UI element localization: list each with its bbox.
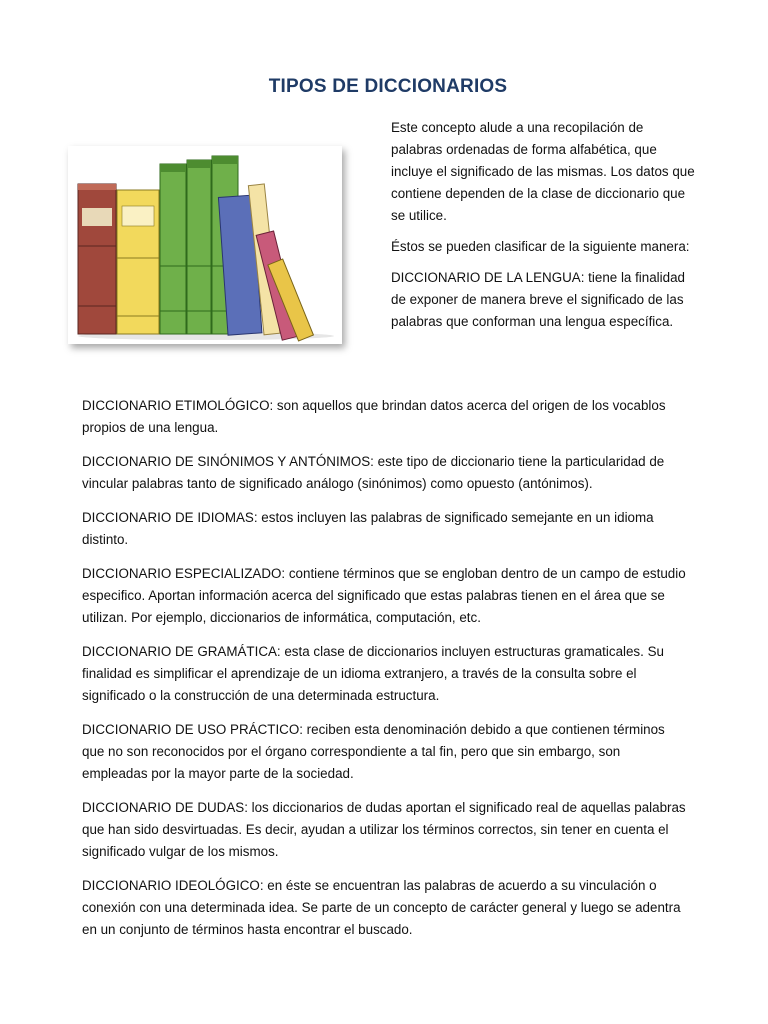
paragraph-dudas: DICCIONARIO DE DUDAS: los diccionarios de dudas aportan el significado real de aquellas palabras que han sido desvirtuadas. Es decir, ayudan a utilizar los términos correctos, sin tener en cuenta el significado vulgar de los mismos. [82, 800, 686, 859]
books-illustration [68, 146, 342, 344]
body-text [82, 395, 687, 953]
intro-paragraph: Éstos se pueden clasificar de la siguiente manera: [391, 239, 690, 254]
paragraph-sinonimos: DICCIONARIO DE SINÓNIMOS Y ANTÓNIMOS: este tipo de diccionario tiene la particularidad de vincular palabras tanto de significado análogo (sinónimos) como opuesto (antónimos). [82, 454, 665, 491]
intro-paragraph: DICCIONARIO DE LA LENGUA: tiene la finalidad de exponer de manera breve el significado de las palabras que conforman una lengua específica. [391, 270, 685, 329]
paragraph-gramatica: DICCIONARIO DE GRAMÁTICA: esta clase de diccionarios incluyen estructuras gramaticales. Su finalidad es simplificar el aprendizaje de un idioma extranjero, a través de la consulta sobre el significado o la construcción de una determinada estructura. [82, 644, 664, 703]
intro-column [391, 117, 697, 342]
paragraph-especializado: DICCIONARIO ESPECIALIZADO: contiene términos que se engloban dentro de un campo de estudio especifico. Aportan información acerca del significado que estas palabras tienen en el área que se utilizan. Por ejemplo, diccionarios de informática, computación, etc. [82, 566, 686, 625]
paragraph-etimologico: DICCIONARIO ETIMOLÓGICO: son aquellos que brindan datos acerca del origen de los vocablos propios de una lengua. [82, 398, 666, 435]
paragraph-ideologico: DICCIONARIO IDEOLÓGICO: en éste se encuentran las palabras de acuerdo a su vinculación o conexión con una determinada idea. Se parte de un concepto de carácter general y luego se adentra en un conjunto de términos hasta encontrar el buscado. [82, 878, 681, 937]
intro-paragraph: Este concepto alude a una recopilación de palabras ordenadas de forma alfabética, que incluye el significado de las mismas. Los datos que contiene dependen de la clase de diccionario que se utilice. [391, 120, 695, 223]
page-title: TIPOS DE DICCIONARIOS [268, 76, 508, 97]
books-icon [68, 146, 342, 344]
paragraph-uso-practico: DICCIONARIO DE USO PRÁCTICO: reciben esta denominación debido a que contienen términos que no son reconocidos por el órgano correspondiente a tal fin, pero que sin embargo, son empleadas por la mayor parte de la sociedad. [82, 722, 665, 781]
paragraph-idiomas: DICCIONARIO DE IDIOMAS: estos incluyen las palabras de significado semejante en un idioma distinto. [82, 510, 654, 547]
